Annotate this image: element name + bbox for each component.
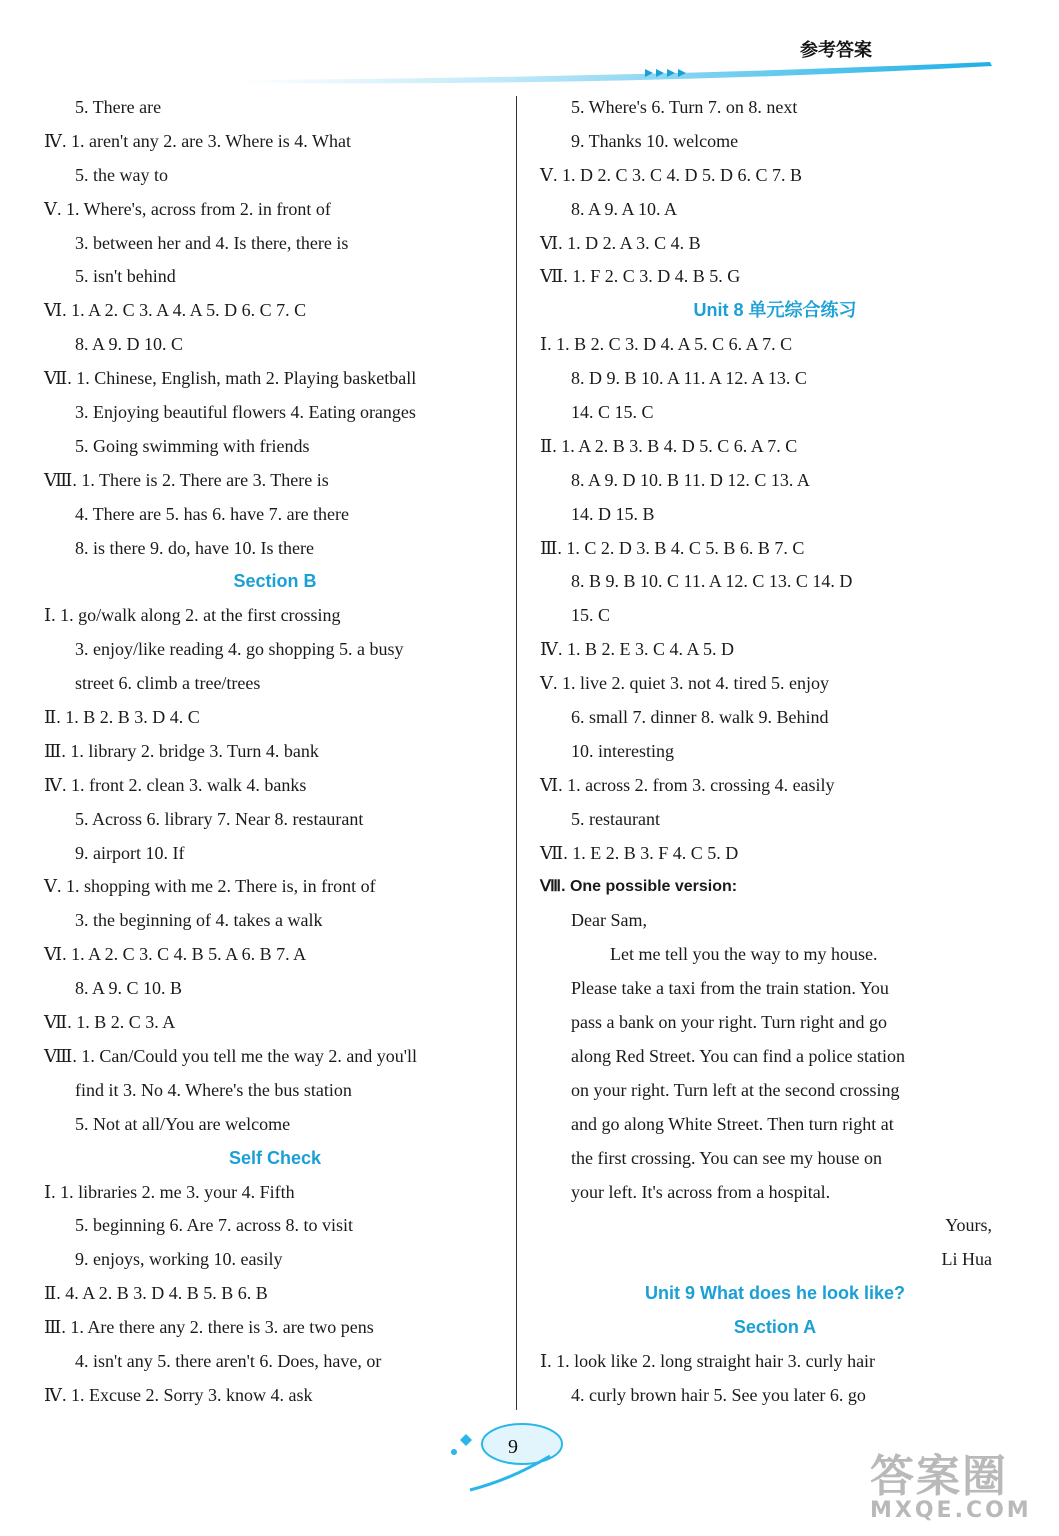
answer-text: find it 3. No 4. Where's the bus station — [75, 1079, 352, 1100]
answer-text: Ⅰ. 1. look like 2. long straight hair 3. curly hair — [540, 1350, 876, 1371]
answer-line — [44, 498, 506, 532]
answer-line — [44, 396, 506, 430]
answer-text: 5. Not at all/You are welcome — [75, 1113, 291, 1134]
answer-text: 10. interesting — [571, 740, 674, 761]
answer-line — [44, 803, 506, 837]
answer-text: Ⅱ. 4. A 2. B 3. D 4. B 5. B 6. B — [44, 1283, 268, 1304]
answer-line — [44, 837, 506, 871]
answer-line — [44, 1345, 506, 1379]
answer-text: Ⅱ. 1. B 2. B 3. D 4. C — [44, 707, 200, 728]
section-heading: Section B — [233, 571, 317, 592]
answer-line — [44, 1277, 506, 1311]
answer-line — [540, 837, 1010, 871]
answer-text: 4. isn't any 5. there aren't 6. Does, have, or — [75, 1350, 382, 1371]
answer-line — [540, 159, 1010, 193]
answer-text: 14. C 15. C — [571, 402, 654, 423]
answer-text: along Red Street. You can find a police station — [571, 1045, 905, 1066]
answer-line — [540, 532, 1010, 566]
answer-line — [44, 870, 506, 904]
answer-text: Ⅶ. 1. B 2. C 3. A — [44, 1012, 176, 1033]
answer-line — [540, 430, 1010, 464]
answer-line — [540, 735, 1010, 769]
answer-line — [44, 193, 506, 227]
right-column — [540, 91, 1010, 1413]
answer-line — [540, 565, 1010, 599]
answer-text: Ⅷ. 1. Can/Could you tell me the way 2. and you'll — [44, 1045, 418, 1066]
answer-text: and go along White Street. Then turn right at — [571, 1113, 894, 1134]
answer-line — [44, 1040, 506, 1074]
answer-text: Li Hua — [941, 1249, 992, 1270]
answer-line — [540, 938, 1010, 972]
answer-text: 4. There are 5. has 6. have 7. are there — [75, 503, 350, 524]
answer-line — [44, 125, 506, 159]
answer-line — [540, 803, 1010, 837]
answer-text: 5. Where's 6. Turn 7. on 8. next — [571, 97, 798, 117]
answer-line — [44, 904, 506, 938]
answer-text: 8. A 9. D 10. B 11. D 12. C 13. A — [571, 469, 810, 490]
column-divider — [516, 96, 517, 1410]
answer-line — [44, 294, 506, 328]
answer-line — [44, 1311, 506, 1345]
answer-line — [44, 633, 506, 667]
answer-line — [540, 464, 1010, 498]
answer-line — [540, 1040, 1010, 1074]
answer-text: 9. enjoys, working 10. easily — [75, 1249, 283, 1270]
answer-text: 14. D 15. B — [571, 503, 655, 524]
answer-line — [540, 904, 1010, 938]
answer-text: Ⅲ. 1. library 2. bridge 3. Turn 4. bank — [44, 740, 319, 761]
answer-text: Ⅵ. 1. D 2. A 3. C 4. B — [540, 232, 701, 253]
answer-line — [44, 430, 506, 464]
answer-text: Ⅷ. One possible version: — [540, 878, 738, 896]
answer-text: 5. There are — [75, 97, 162, 117]
answer-line — [44, 227, 506, 261]
answer-text: 9. Thanks 10. welcome — [571, 130, 739, 151]
answer-text: 8. D 9. B 10. A 11. A 12. A 13. C — [571, 368, 807, 389]
answer-line — [540, 193, 1010, 227]
answer-text: 5. Going swimming with friends — [75, 435, 310, 456]
answer-line — [44, 972, 506, 1006]
answer-line — [44, 328, 506, 362]
answer-line — [44, 667, 506, 701]
answer-line — [540, 1006, 1010, 1040]
answer-text: 6. small 7. dinner 8. walk 9. Behind — [571, 707, 829, 728]
watermark-logo: 答案圈 — [870, 1451, 1008, 1502]
answer-line — [540, 1379, 1010, 1413]
answer-line — [44, 1006, 506, 1040]
answer-text: Ⅳ. 1. front 2. clean 3. walk 4. banks — [44, 774, 307, 795]
answer-line — [540, 870, 1010, 904]
answer-text: your left. It's across from a hospital. — [571, 1181, 831, 1202]
answer-line — [44, 464, 506, 498]
answer-text: Ⅴ. 1. shopping with me 2. There is, in front of — [44, 876, 376, 897]
section-heading: Unit 9 What does he look like? — [644, 1283, 906, 1304]
answer-text: on your right. Turn left at the second crossing — [571, 1079, 900, 1100]
answer-text: 3. the beginning of 4. takes a walk — [75, 910, 323, 931]
answer-line — [44, 1379, 506, 1413]
answer-text: 9. airport 10. If — [75, 842, 185, 863]
answer-text: Ⅷ. 1. There is 2. There are 3. There is — [44, 469, 329, 490]
answer-text: the first crossing. You can see my house on — [571, 1147, 882, 1168]
answer-line — [540, 1176, 1010, 1210]
answer-text: 5. the way to — [75, 164, 168, 185]
answer-line — [540, 1142, 1010, 1176]
answer-line — [44, 701, 506, 735]
answer-text: Ⅰ. 1. libraries 2. me 3. your 4. Fifth — [44, 1181, 295, 1202]
answer-line — [540, 91, 1010, 125]
answer-line — [44, 260, 506, 294]
answer-text: Ⅳ. 1. aren't any 2. are 3. Where is 4. What — [44, 130, 351, 151]
answer-line — [44, 938, 506, 972]
answer-line — [540, 498, 1010, 532]
header-decoration — [240, 56, 1000, 86]
answer-text: Ⅲ. 1. C 2. D 3. B 4. C 5. B 6. B 7. C — [540, 537, 805, 558]
answer-text: Ⅰ. 1. B 2. C 3. D 4. A 5. C 6. A 7. C — [540, 334, 793, 355]
page-number: 9 — [508, 1436, 518, 1458]
answer-line — [540, 1345, 1010, 1379]
answer-line — [540, 227, 1010, 261]
answer-text: 4. curly brown hair 5. See you later 6. go — [571, 1384, 866, 1405]
section-heading: Self Check — [228, 1147, 322, 1168]
answer-line — [44, 159, 506, 193]
section-heading: Section A — [733, 1317, 817, 1338]
answer-text: 8. A 9. A 10. A — [571, 198, 678, 219]
answer-text: 8. B 9. B 10. C 11. A 12. C 13. C 14. D — [571, 571, 853, 592]
answer-line — [540, 667, 1010, 701]
answer-line — [540, 362, 1010, 396]
answer-text: 5. Across 6. library 7. Near 8. restaurant — [75, 808, 364, 829]
answer-line — [44, 769, 506, 803]
answer-line — [540, 1074, 1010, 1108]
answer-text: 8. A 9. C 10. B — [75, 978, 183, 999]
answer-line — [44, 735, 506, 769]
answer-line — [44, 1176, 506, 1210]
answer-text: 8. is there 9. do, have 10. Is there — [75, 537, 314, 558]
page-number-decoration — [440, 1420, 600, 1500]
answer-line — [44, 1243, 506, 1277]
answer-text: street 6. climb a tree/trees — [75, 673, 261, 694]
watermark — [870, 1440, 1032, 1523]
answer-text: 8. A 9. D 10. C — [75, 334, 184, 355]
answer-text: Ⅵ. 1. A 2. C 3. C 4. B 5. A 6. B 7. A — [44, 944, 307, 965]
answer-text: Yours, — [945, 1215, 992, 1236]
answer-text: Ⅲ. 1. Are there any 2. there is 3. are two pens — [44, 1317, 374, 1338]
answer-text: Ⅴ. 1. Where's, across from 2. in front of — [44, 198, 331, 219]
answer-line — [540, 328, 1010, 362]
answer-line — [540, 972, 1010, 1006]
answer-line — [44, 1108, 506, 1142]
answer-text: Please take a taxi from the train station. You — [571, 978, 889, 999]
answer-line — [540, 1108, 1010, 1142]
answer-text: 5. beginning 6. Are 7. across 8. to visit — [75, 1215, 353, 1236]
answer-text: Ⅳ. 1. Excuse 2. Sorry 3. know 4. ask — [44, 1384, 313, 1405]
answer-line — [540, 769, 1010, 803]
answer-line — [44, 599, 506, 633]
answer-line — [540, 1209, 1010, 1243]
answer-line — [44, 532, 506, 566]
answer-line — [44, 1074, 506, 1108]
answer-text: 3. enjoy/like reading 4. go shopping 5. a busy — [75, 639, 404, 660]
answer-text: Ⅴ. 1. D 2. C 3. C 4. D 5. D 6. C 7. B — [540, 164, 803, 185]
answer-text: Dear Sam, — [571, 910, 647, 931]
answer-text: Ⅵ. 1. A 2. C 3. A 4. A 5. D 6. C 7. C — [44, 300, 307, 321]
answer-text: 5. isn't behind — [75, 266, 176, 287]
answer-line — [44, 1209, 506, 1243]
answer-text: Ⅶ. 1. E 2. B 3. F 4. C 5. D — [540, 842, 739, 863]
answer-line — [540, 599, 1010, 633]
answer-text: pass a bank on your right. Turn right and go — [571, 1012, 887, 1033]
answer-text: 5. restaurant — [571, 808, 660, 829]
answer-text: Let me tell you the way to my house. — [610, 944, 878, 965]
answer-line — [540, 1243, 1010, 1277]
header-title: 参考答案 — [800, 40, 872, 61]
answer-line — [44, 362, 506, 396]
watermark-site: MXQE.COM — [870, 1498, 1032, 1523]
answer-text: 3. between her and 4. Is there, there is — [75, 232, 349, 253]
answer-text: 3. Enjoying beautiful flowers 4. Eating oranges — [75, 402, 416, 423]
section-heading: Unit 8 单元综合练习 — [693, 300, 857, 321]
answer-text: Ⅰ. 1. go/walk along 2. at the first crossing — [44, 605, 341, 626]
answer-text: Ⅴ. 1. live 2. quiet 3. not 4. tired 5. enjoy — [540, 673, 829, 694]
answer-line — [44, 91, 506, 125]
answer-line — [540, 701, 1010, 735]
answer-text: Ⅱ. 1. A 2. B 3. B 4. D 5. C 6. A 7. C — [540, 435, 798, 456]
answer-text: 15. C — [571, 605, 611, 626]
answer-text: Ⅶ. 1. F 2. C 3. D 4. B 5. G — [540, 266, 741, 287]
left-column — [44, 91, 506, 1413]
answer-text: Ⅳ. 1. B 2. E 3. C 4. A 5. D — [540, 639, 735, 660]
answer-line — [540, 125, 1010, 159]
answer-line — [540, 396, 1010, 430]
answer-text: Ⅶ. 1. Chinese, English, math 2. Playing basketball — [44, 368, 417, 389]
answer-line — [540, 260, 1010, 294]
answer-line — [540, 633, 1010, 667]
answer-text: Ⅵ. 1. across 2. from 3. crossing 4. easily — [540, 774, 835, 795]
